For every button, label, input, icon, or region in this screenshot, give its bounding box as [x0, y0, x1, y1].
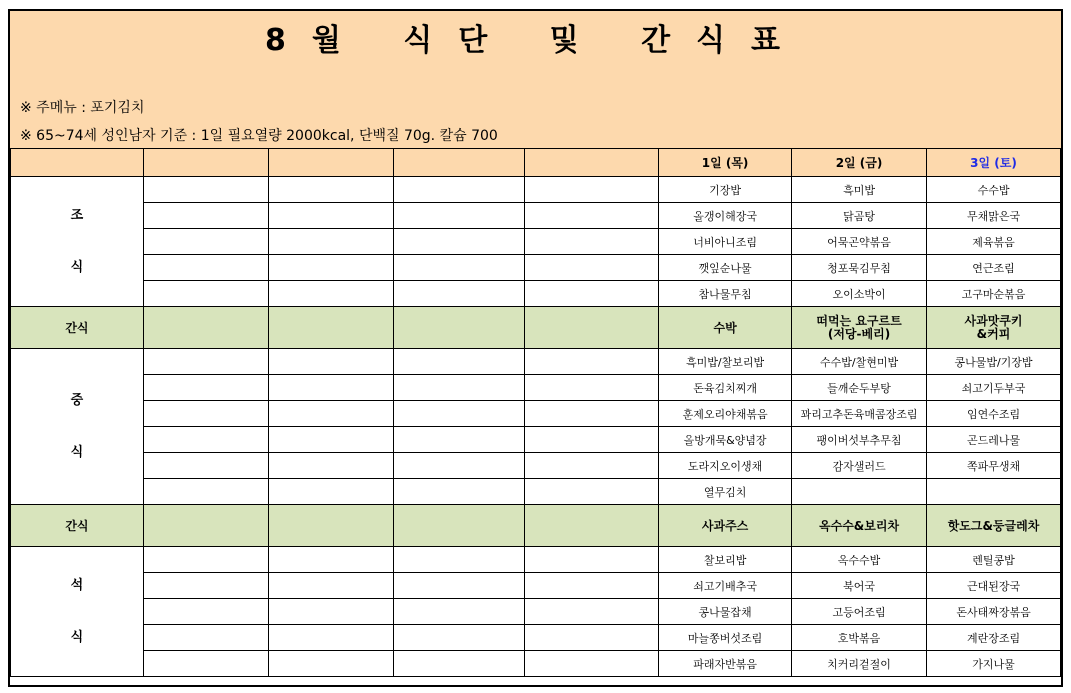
menu-cell: 쪽파무생채	[927, 453, 1061, 479]
empty-cell	[393, 427, 525, 453]
empty-cell	[525, 599, 659, 625]
menu-cell: 콩나물밥/기장밥	[927, 349, 1061, 375]
menu-cell: 쇠고기배추국	[659, 573, 792, 599]
table-row	[11, 427, 1061, 453]
header-cell-empty	[11, 149, 144, 177]
empty-cell	[525, 453, 659, 479]
lunch-label-line2: 식	[70, 444, 84, 460]
table-row	[11, 375, 1061, 401]
header-cell-empty	[268, 149, 393, 177]
empty-cell	[143, 547, 268, 573]
table-row	[11, 625, 1061, 651]
empty-cell	[143, 229, 268, 255]
empty-cell	[268, 307, 393, 349]
empty-cell	[143, 401, 268, 427]
menu-cell: 도라지오이생채	[659, 453, 792, 479]
empty-cell	[393, 229, 525, 255]
snack-cell: 수박	[659, 307, 792, 349]
empty-cell	[525, 349, 659, 375]
empty-cell	[393, 479, 525, 505]
empty-cell	[268, 453, 393, 479]
empty-cell	[268, 177, 393, 203]
empty-cell	[393, 255, 525, 281]
menu-cell: 계란장조림	[927, 625, 1061, 651]
header-cell-empty	[525, 149, 659, 177]
meal-plan-sheet	[8, 9, 1063, 687]
menu-cell: 곤드레나물	[927, 427, 1061, 453]
menu-cell: 팽이버섯부추무침	[792, 427, 927, 453]
menu-cell: 고등어조림	[792, 599, 927, 625]
menu-cell: 파래자반볶음	[659, 651, 792, 677]
menu-cell: 감자샐러드	[792, 453, 927, 479]
empty-cell	[268, 349, 393, 375]
snack-cell	[792, 307, 927, 349]
menu-cell: 깻잎순나물	[659, 255, 792, 281]
menu-cell: 수수밥/찰현미밥	[792, 349, 927, 375]
empty-cell	[525, 505, 659, 547]
lunch-label	[11, 349, 144, 505]
table-row	[11, 651, 1061, 677]
empty-cell	[393, 453, 525, 479]
menu-cell: 제육볶음	[927, 229, 1061, 255]
table-row	[11, 203, 1061, 229]
menu-cell: 호박볶음	[792, 625, 927, 651]
breakfast-label-line1: 조	[70, 207, 84, 223]
snack-cell: 옥수수&보리차	[792, 505, 927, 547]
menu-cell: 올갱이해장국	[659, 203, 792, 229]
empty-cell	[268, 281, 393, 307]
snack-row	[11, 505, 1061, 547]
empty-cell	[525, 573, 659, 599]
menu-cell: 청포묵김무침	[792, 255, 927, 281]
empty-cell	[525, 651, 659, 677]
menu-cell: 렌틸콩밥	[927, 547, 1061, 573]
empty-cell	[143, 427, 268, 453]
empty-cell	[525, 307, 659, 349]
menu-cell: 연근조림	[927, 255, 1061, 281]
menu-cell: 콩나물잡채	[659, 599, 792, 625]
snack-cell-line1: 사과맛쿠키	[964, 313, 1023, 328]
menu-cell: 꽈리고추돈육매콤장조림	[792, 401, 927, 427]
header-cell-empty	[143, 149, 268, 177]
table-row	[11, 177, 1061, 203]
empty-cell	[393, 599, 525, 625]
menu-cell: 올방개묵&양념장	[659, 427, 792, 453]
menu-cell: 치커리겉절이	[792, 651, 927, 677]
empty-cell	[268, 255, 393, 281]
menu-cell: 고구마순볶음	[927, 281, 1061, 307]
meal-table	[10, 148, 1061, 677]
empty-cell	[525, 203, 659, 229]
menu-cell: 돈사태짜장볶음	[927, 599, 1061, 625]
empty-cell	[268, 625, 393, 651]
empty-cell	[268, 479, 393, 505]
lunch-label-line1: 중	[70, 392, 84, 408]
empty-cell	[268, 375, 393, 401]
empty-cell	[525, 547, 659, 573]
empty-cell	[393, 203, 525, 229]
nutrition-note: ※ 65~74세 성인남자 기준 : 1일 필요열량 2000kcal, 단백질 70g. 칼슘 700	[20, 128, 498, 144]
empty-cell	[525, 401, 659, 427]
breakfast-label	[11, 177, 144, 307]
empty-cell	[393, 505, 525, 547]
dinner-label-line2: 식	[70, 629, 84, 645]
snack-label: 간식	[11, 505, 144, 547]
empty-cell	[393, 573, 525, 599]
table-row	[11, 479, 1061, 505]
dinner-label-line1: 석	[70, 577, 84, 593]
empty-cell	[143, 479, 268, 505]
empty-cell	[143, 203, 268, 229]
empty-cell	[525, 427, 659, 453]
empty-cell	[525, 229, 659, 255]
day-header-2: 2일 (금)	[792, 149, 927, 177]
table-row	[11, 573, 1061, 599]
empty-cell	[143, 281, 268, 307]
table-row	[11, 229, 1061, 255]
empty-cell	[393, 307, 525, 349]
empty-cell	[143, 177, 268, 203]
snack-cell: 핫도그&둥글레차	[927, 505, 1061, 547]
empty-cell	[143, 573, 268, 599]
empty-cell	[143, 307, 268, 349]
empty-cell	[268, 505, 393, 547]
menu-cell: 쇠고기두부국	[927, 375, 1061, 401]
menu-cell: 북어국	[792, 573, 927, 599]
menu-cell: 무채맑은국	[927, 203, 1061, 229]
empty-cell	[143, 255, 268, 281]
empty-cell	[143, 625, 268, 651]
empty-cell	[268, 651, 393, 677]
dinner-label	[11, 547, 144, 677]
empty-cell	[393, 349, 525, 375]
menu-cell: 참나물무침	[659, 281, 792, 307]
empty-cell	[393, 547, 525, 573]
snack-cell-line1: 떠먹는 요구르트	[816, 313, 902, 328]
menu-cell: 흑미밥	[792, 177, 927, 203]
empty-cell	[143, 375, 268, 401]
empty-cell	[143, 349, 268, 375]
day-header-1: 1일 (목)	[659, 149, 792, 177]
menu-cell: 닭곰탕	[792, 203, 927, 229]
menu-cell: 어묵곤약볶음	[792, 229, 927, 255]
menu-cell: 가지나물	[927, 651, 1061, 677]
day-header-3: 3일 (토)	[927, 149, 1061, 177]
table-row	[11, 453, 1061, 479]
header-area	[10, 11, 1061, 148]
empty-cell	[268, 427, 393, 453]
snack-row	[11, 307, 1061, 349]
table-row	[11, 255, 1061, 281]
empty-cell	[525, 281, 659, 307]
menu-cell: 옥수수밥	[792, 547, 927, 573]
table-row	[11, 401, 1061, 427]
empty-cell	[143, 505, 268, 547]
table-row	[11, 547, 1061, 573]
day-header-row	[11, 149, 1061, 177]
menu-cell: 수수밥	[927, 177, 1061, 203]
header-cell-empty	[393, 149, 525, 177]
empty-cell	[268, 203, 393, 229]
breakfast-label-line2: 식	[70, 259, 84, 275]
empty-cell	[525, 255, 659, 281]
empty-cell	[143, 453, 268, 479]
empty-cell	[393, 281, 525, 307]
empty-cell	[525, 177, 659, 203]
empty-cell	[525, 375, 659, 401]
empty-cell	[393, 401, 525, 427]
menu-cell: 열무김치	[659, 479, 792, 505]
empty-cell	[268, 599, 393, 625]
empty-cell	[268, 401, 393, 427]
menu-cell: 돈육김치찌개	[659, 375, 792, 401]
menu-cell	[792, 479, 927, 505]
menu-cell: 찰보리밥	[659, 547, 792, 573]
empty-cell	[393, 375, 525, 401]
menu-cell: 훈제오리야채볶음	[659, 401, 792, 427]
snack-label: 간식	[11, 307, 144, 349]
menu-cell: 마늘쫑버섯조림	[659, 625, 792, 651]
snack-cell: 사과주스	[659, 505, 792, 547]
empty-cell	[393, 625, 525, 651]
page-title: 8월 식단 및 간식표	[264, 23, 807, 58]
menu-cell: 오이소박이	[792, 281, 927, 307]
table-row	[11, 349, 1061, 375]
menu-cell	[927, 479, 1061, 505]
menu-cell: 들깨순두부탕	[792, 375, 927, 401]
menu-cell: 임연수조림	[927, 401, 1061, 427]
snack-cell	[927, 307, 1061, 349]
empty-cell	[268, 547, 393, 573]
snack-cell-line2: &커피	[976, 326, 1011, 341]
main-menu-note: ※ 주메뉴 : 포기김치	[20, 100, 145, 116]
menu-cell: 기장밥	[659, 177, 792, 203]
empty-cell	[268, 573, 393, 599]
empty-cell	[143, 599, 268, 625]
empty-cell	[143, 651, 268, 677]
snack-cell-line2: (저당-베리)	[827, 326, 891, 341]
menu-cell: 너비아니조림	[659, 229, 792, 255]
empty-cell	[525, 625, 659, 651]
empty-cell	[393, 651, 525, 677]
menu-cell: 근대된장국	[927, 573, 1061, 599]
table-row	[11, 599, 1061, 625]
empty-cell	[268, 229, 393, 255]
table-row	[11, 281, 1061, 307]
empty-cell	[393, 177, 525, 203]
empty-cell	[525, 479, 659, 505]
menu-cell: 흑미밥/찰보리밥	[659, 349, 792, 375]
